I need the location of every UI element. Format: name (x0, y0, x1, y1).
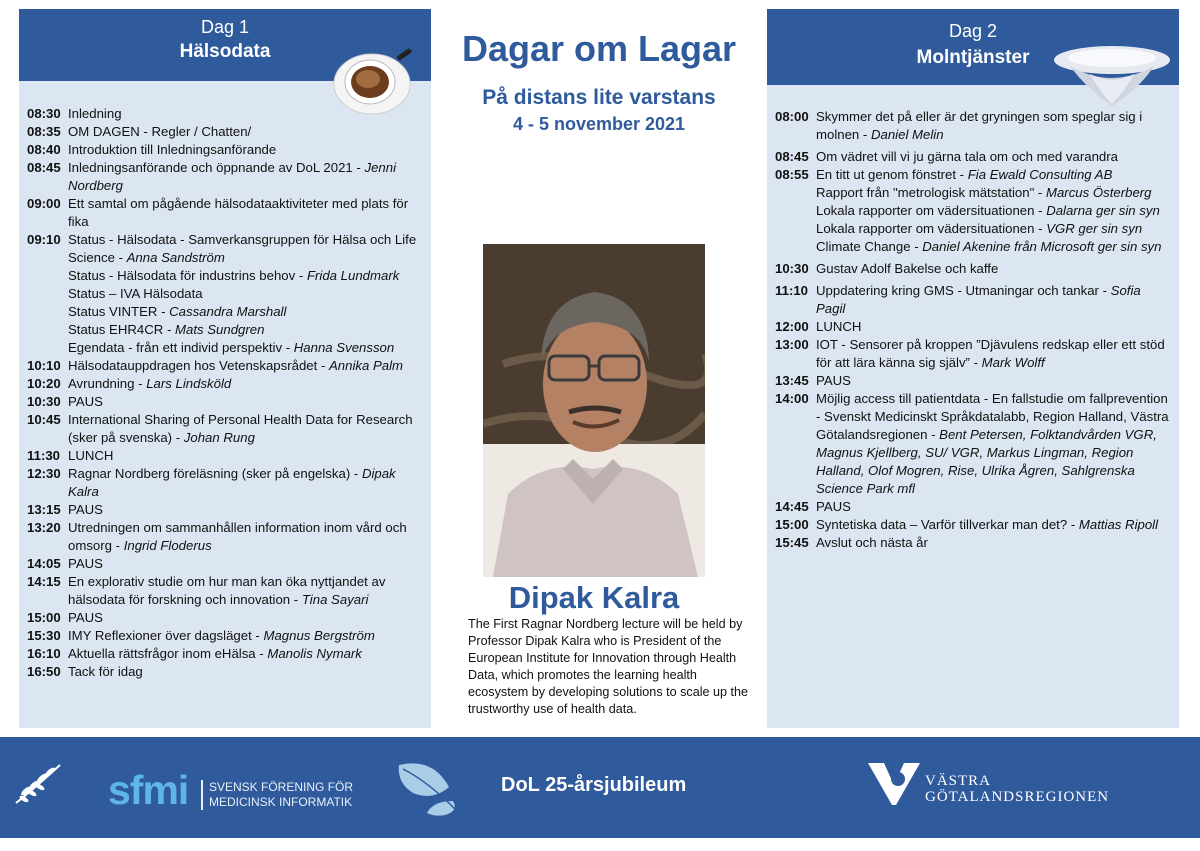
schedule-item (27, 447, 423, 465)
schedule-item (27, 609, 423, 627)
schedule-item (27, 123, 423, 141)
schedule-time: 08:55 (775, 167, 809, 182)
schedule-time: 08:35 (27, 124, 61, 139)
schedule-time (27, 321, 68, 339)
schedule-speaker: Mark Wolff (981, 355, 1045, 370)
schedule-speaker: Frida Lundmark (306, 268, 400, 283)
schedule-text (68, 285, 423, 303)
day1-label: Dag 1 (200, 17, 250, 37)
schedule-text (816, 260, 1171, 278)
schedule-text (68, 609, 423, 627)
schedule-item (27, 141, 423, 159)
schedule-speaker: Bent Petersen, Folktandvården VGR, Magnus Kjellberg, SU/ VGR, Markus Lingman, Region Halland, Olof Mogren, Rise, Ulrika Ågren, Sahlgrenska Science Park mfl (816, 427, 1157, 496)
schedule-speaker: Daniel Melin (870, 127, 944, 142)
schedule-time: 14:00 (775, 391, 809, 406)
schedule-item (27, 573, 423, 609)
schedule-item (27, 285, 423, 303)
schedule-time: 15:45 (775, 535, 809, 550)
schedule-title: Hälsodatauppdragen hos Vetenskapsrådet - (68, 358, 329, 373)
sfmi-logo: sfmi (108, 767, 189, 813)
schedule-item (27, 555, 423, 573)
schedule-text (816, 166, 1171, 184)
schedule-title: Om vädret vill vi ju gärna tala om och med varandra (816, 149, 1118, 164)
schedule-title: LUNCH (68, 448, 114, 463)
schedule-text (68, 321, 423, 339)
schedule-text (816, 238, 1171, 256)
schedule-text (68, 663, 423, 681)
schedule-title: Rapport från "metrologisk mätstation" - (816, 185, 1046, 200)
schedule-item (27, 321, 423, 339)
schedule-time: 15:30 (27, 628, 61, 643)
schedule-time: 11:30 (27, 448, 61, 463)
schedule-speaker: Fia Ewald Consulting AB (967, 167, 1113, 182)
day1-title: Hälsodata (179, 41, 271, 62)
jubilee-text: DoL 25-årsjubileum (501, 774, 687, 796)
schedule-speaker: Lars Lindsköld (146, 376, 232, 391)
schedule-text (816, 318, 1171, 336)
schedule-time: 09:00 (27, 196, 61, 211)
schedule-time (27, 339, 68, 357)
schedule-time: 16:50 (27, 664, 61, 679)
sfmi-line1: SVENSK FÖRENING FÖR (209, 780, 354, 794)
schedule-item (27, 195, 423, 231)
schedule-title: PAUS (68, 394, 103, 409)
schedule-text (816, 390, 1171, 498)
schedule-title: IOT - Sensorer på kroppen ”Djävulens redskap eller ett stöd för att lära känna sig själv” - (816, 337, 1165, 370)
schedule-speaker: Cassandra Marshall (169, 304, 287, 319)
schedule-item (27, 663, 423, 681)
schedule-item (775, 108, 1171, 144)
laurel-icon (12, 761, 64, 807)
schedule-text (68, 519, 423, 555)
schedule-item (775, 516, 1171, 534)
schedule-speaker: Mattias Ripoll (1078, 517, 1159, 532)
schedule-time: 13:15 (27, 502, 61, 517)
day1-schedule (27, 105, 423, 681)
schedule-title: Skymmer det på eller är det gryningen som speglar sig i molnen - (816, 109, 1143, 142)
sfmi-line2: MEDICINSK INFORMATIK (209, 795, 353, 809)
schedule-text (68, 447, 423, 465)
schedule-item (775, 260, 1171, 278)
schedule-time (27, 285, 68, 303)
speaker-portrait-icon (483, 244, 705, 577)
schedule-time (775, 238, 816, 256)
vgr-line2: GÖTALANDSREGIONEN (925, 789, 1110, 805)
schedule-speaker: Marcus Österberg (1045, 185, 1152, 200)
schedule-item (775, 282, 1171, 318)
schedule-title: PAUS (68, 502, 103, 517)
schedule-speaker: Jenni Nordberg (68, 160, 396, 193)
schedule-time (775, 220, 816, 238)
schedule-item (27, 339, 423, 357)
schedule-text (816, 516, 1171, 534)
schedule-title: Egendata - från ett individ perspektiv - (68, 340, 294, 355)
schedule-item (27, 411, 423, 447)
schedule-title: Ett samtal om pågående hälsodataaktiviteter med plats för fika (68, 196, 409, 229)
leaf-icon (393, 757, 465, 817)
schedule-title: Ragnar Nordberg föreläsning (sker på engelska) - (68, 466, 362, 481)
schedule-item (27, 357, 423, 375)
schedule-title: Avrundning - (68, 376, 147, 391)
schedule-text (816, 202, 1171, 220)
schedule-time: 14:45 (775, 499, 809, 514)
schedule-speaker: Ingrid Floderus (123, 538, 212, 553)
schedule-title: Lokala rapporter om vädersituationen - (816, 221, 1047, 236)
schedule-time: 10:10 (27, 358, 61, 373)
schedule-text (816, 220, 1171, 238)
cloud-icon (1050, 40, 1174, 110)
schedule-time: 13:45 (775, 373, 809, 388)
schedule-time: 08:45 (27, 160, 61, 175)
schedule-time: 09:10 (27, 232, 61, 247)
schedule-speaker: Sofia Pagil (816, 283, 1141, 316)
schedule-title: PAUS (68, 556, 103, 571)
schedule-title: Inledningsanförande och öppnande av DoL 2021 - (68, 160, 365, 175)
schedule-speaker: Dalarna ger sin syn (1046, 203, 1160, 218)
schedule-time: 12:30 (27, 466, 61, 481)
schedule-text (816, 372, 1171, 390)
schedule-item (775, 390, 1171, 498)
schedule-time (775, 202, 816, 220)
schedule-text (68, 231, 423, 267)
schedule-text (816, 282, 1171, 318)
schedule-text (68, 627, 423, 645)
schedule-time: 08:00 (775, 109, 809, 124)
schedule-title: Status - Hälsodata för industrins behov - (68, 268, 307, 283)
day2-label: Dag 2 (948, 21, 998, 41)
schedule-text (68, 357, 423, 375)
schedule-title: Inledning (68, 106, 122, 121)
schedule-item (27, 627, 423, 645)
schedule-title: LUNCH (816, 319, 862, 334)
schedule-time: 10:45 (27, 412, 61, 427)
schedule-text (68, 555, 423, 573)
schedule-text (68, 573, 423, 609)
schedule-time: 14:05 (27, 556, 61, 571)
schedule-text (816, 534, 1171, 552)
speaker-name: Dipak Kalra (508, 580, 680, 615)
schedule-item (775, 238, 1171, 256)
schedule-item (775, 166, 1171, 184)
vgr-logo-icon (866, 759, 922, 809)
day2-schedule (775, 108, 1171, 552)
schedule-title: PAUS (68, 610, 103, 625)
schedule-text (816, 336, 1171, 372)
speaker-photo (483, 244, 705, 577)
schedule-time: 10:20 (27, 376, 61, 391)
schedule-title: Utredningen om sammanhållen information inom vård och omsorg - (68, 520, 407, 553)
schedule-title: Syntetiska data – Varför tillverkar man det? - (816, 517, 1079, 532)
schedule-item (775, 372, 1171, 390)
schedule-title: Status - Hälsodata - Samverkansgruppen för Hälsa och Life Science - (68, 232, 417, 265)
schedule-title: Climate Change - (816, 239, 923, 254)
schedule-text (816, 184, 1171, 202)
schedule-title: Status – IVA Hälsodata (68, 286, 203, 301)
schedule-time: 14:15 (27, 574, 61, 589)
schedule-time: 11:10 (775, 283, 809, 298)
schedule-time: 10:30 (775, 261, 809, 276)
schedule-item (27, 375, 423, 393)
schedule-speaker: Hanna Svensson (293, 340, 395, 355)
schedule-text (68, 411, 423, 447)
schedule-title: Lokala rapporter om vädersituationen - (816, 203, 1047, 218)
schedule-time (27, 303, 68, 321)
schedule-title: Status EHR4CR - (68, 322, 175, 337)
schedule-text (816, 108, 1171, 144)
schedule-title: Introduktion till Inledningsanförande (68, 142, 277, 157)
schedule-speaker: Manolis Nymark (267, 646, 362, 661)
schedule-text (68, 123, 423, 141)
schedule-title: PAUS (816, 373, 851, 388)
schedule-item (27, 231, 423, 267)
schedule-text (68, 303, 423, 321)
schedule-title: Aktuella rättsfrågor inom eHälsa - (68, 646, 268, 661)
schedule-speaker: Johan Rung (183, 430, 255, 445)
schedule-speaker: VGR ger sin syn (1046, 221, 1143, 236)
schedule-time: 08:40 (27, 142, 61, 157)
schedule-speaker: Magnus Bergström (263, 628, 375, 643)
schedule-text (68, 375, 423, 393)
schedule-speaker: Tina Sayari (301, 592, 369, 607)
schedule-title: Möjlig access till patientdata - En fallstudie om fallprevention - Svenskt Medicinskt Språkdatalabb, Region Halland, Västra Götalandsregionen - (816, 391, 1169, 442)
schedule-title: Uppdatering kring GMS - Utmaningar och tankar - (816, 283, 1111, 298)
schedule-title: Status VINTER - (68, 304, 170, 319)
schedule-text (68, 159, 423, 195)
schedule-item (775, 148, 1171, 166)
schedule-speaker: Daniel Akenine från Microsoft ger sin syn (922, 239, 1162, 254)
schedule-time: 08:30 (27, 106, 61, 121)
schedule-item (27, 159, 423, 195)
schedule-text (816, 498, 1171, 516)
schedule-time: 12:00 (775, 319, 809, 334)
schedule-text (68, 465, 423, 501)
day2-panel (767, 9, 1179, 728)
schedule-item (27, 465, 423, 501)
schedule-text (68, 195, 423, 231)
schedule-title: International Sharing of Personal Health Data for Research (sker på svenska) - (68, 412, 413, 445)
schedule-time: 13:20 (27, 520, 61, 535)
schedule-item (27, 501, 423, 519)
schedule-time: 16:10 (27, 646, 61, 661)
sfmi-subtitle (201, 780, 353, 810)
schedule-item (775, 202, 1171, 220)
schedule-item (27, 519, 423, 555)
day2-title: Molntjänster (916, 47, 1030, 68)
schedule-time: 15:00 (775, 517, 809, 532)
schedule-title: En explorativ studie om hur man kan öka nyttjandet av hälsodata för forskning och innovation - (68, 574, 386, 607)
schedule-title: IMY Reflexioner över dagsläget - (68, 628, 264, 643)
schedule-speaker: Anna Sandström (126, 250, 225, 265)
schedule-item (775, 220, 1171, 238)
schedule-title: Tack för idag (68, 664, 143, 679)
event-subtitle: På distans lite varstans (482, 86, 716, 109)
schedule-speaker: Dipak Kalra (68, 466, 396, 499)
schedule-title: PAUS (816, 499, 851, 514)
coffee-cup-icon (330, 44, 414, 116)
schedule-text (68, 645, 423, 663)
schedule-text (68, 339, 423, 357)
schedule-item (27, 303, 423, 321)
schedule-time (775, 184, 816, 202)
schedule-item (775, 184, 1171, 202)
schedule-item (27, 645, 423, 663)
schedule-item (27, 267, 423, 285)
event-dates: 4 - 5 november 2021 (512, 114, 686, 134)
schedule-text (68, 501, 423, 519)
event-title: Dagar om Lagar (461, 28, 737, 69)
schedule-speaker: Annika Palm (329, 358, 404, 373)
schedule-time: 13:00 (775, 337, 809, 352)
schedule-text (68, 267, 423, 285)
footer-banner (0, 737, 1200, 838)
schedule-time: 15:00 (27, 610, 61, 625)
schedule-time (27, 267, 68, 285)
day1-panel (19, 9, 431, 728)
schedule-speaker: Mats Sundgren (175, 322, 265, 337)
schedule-item (775, 318, 1171, 336)
schedule-item (27, 393, 423, 411)
schedule-item (775, 336, 1171, 372)
vgr-line1: VÄSTRA (925, 773, 992, 789)
schedule-title: Gustav Adolf Bakelse och kaffe (816, 261, 999, 276)
schedule-item (775, 498, 1171, 516)
schedule-text (816, 148, 1171, 166)
schedule-time: 10:30 (27, 394, 61, 409)
schedule-time: 08:45 (775, 149, 809, 164)
schedule-text (68, 141, 423, 159)
schedule-title: OM DAGEN - Regler / Chatten/ (68, 124, 252, 139)
speaker-bio: The First Ragnar Nordberg lecture will be held by Professor Dipak Kalra who is President of the European Institute for Innovation through Health Data, which promotes the learning health ecosystem by developing solutions to scale up the trustworthy use of health data. (468, 617, 749, 716)
schedule-text (68, 393, 423, 411)
schedule-title: Avslut och nästa år (816, 535, 928, 550)
schedule-title: En titt ut genom fönstret - (816, 167, 968, 182)
schedule-item (775, 534, 1171, 552)
